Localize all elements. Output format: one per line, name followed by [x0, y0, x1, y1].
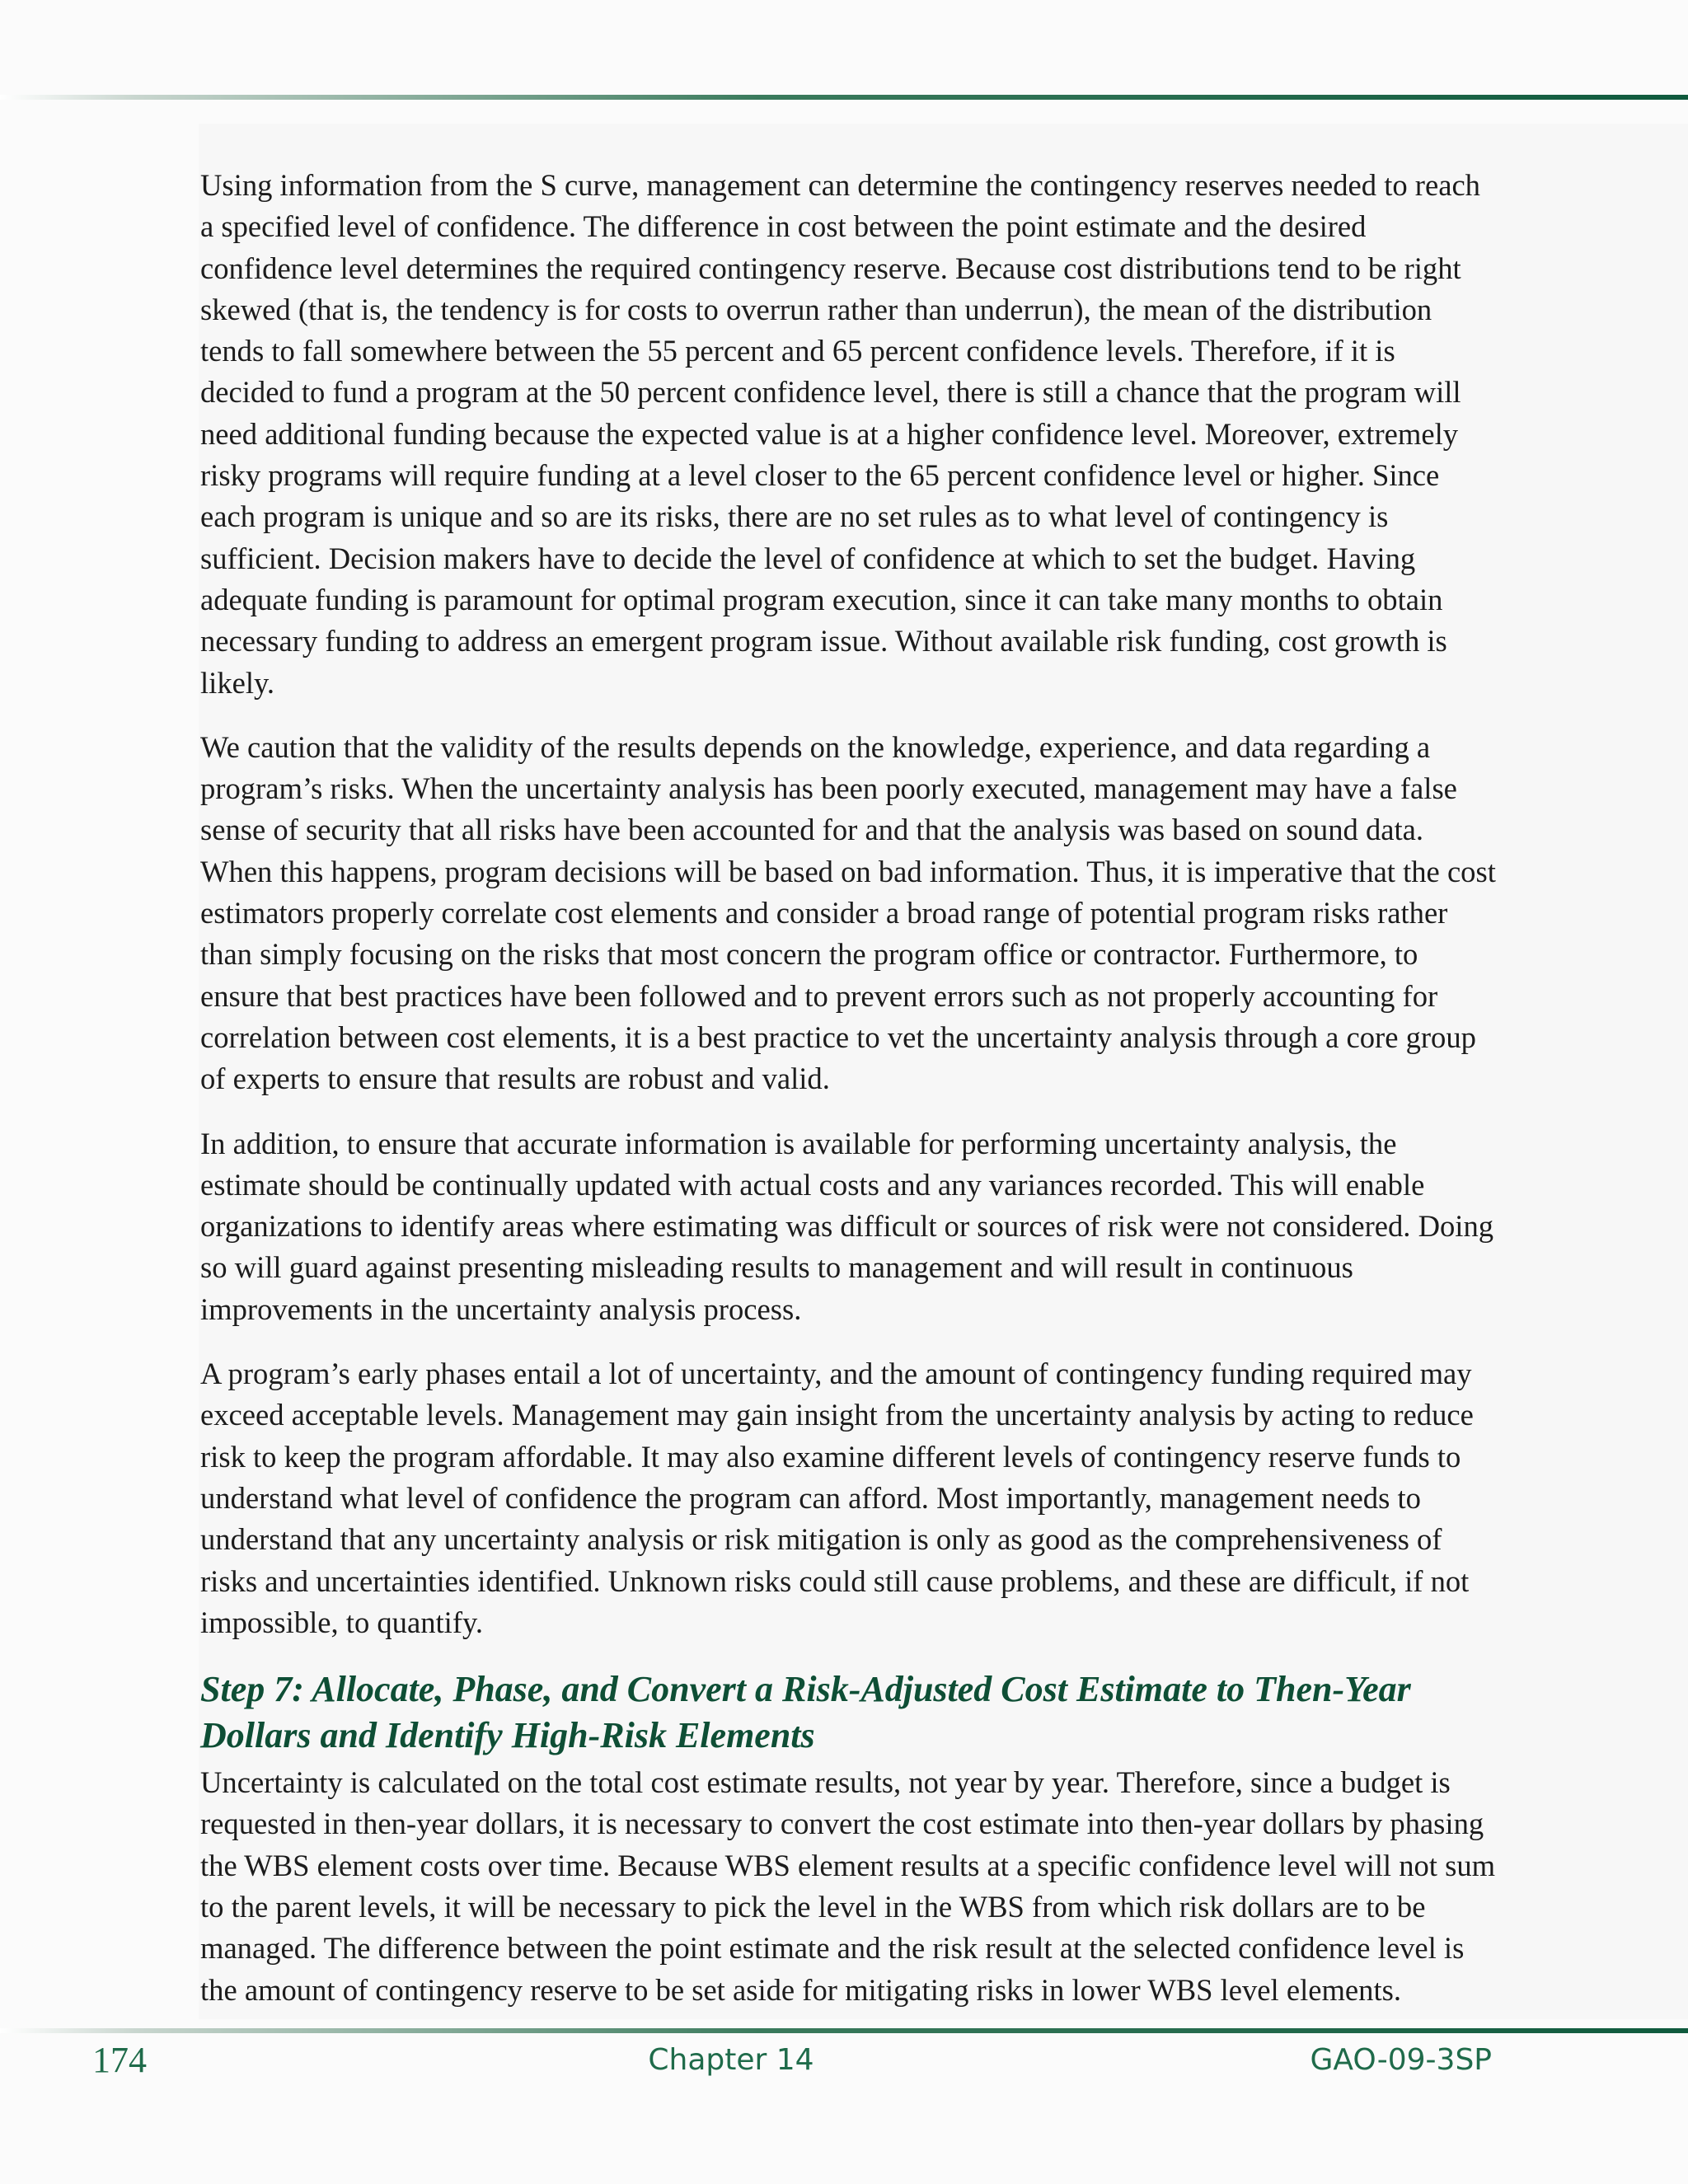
page-footer: [0, 2036, 1688, 2085]
header-rule: [0, 95, 1688, 100]
footer-rule: [0, 2028, 1688, 2033]
paragraph-s-curve: Using information from the S curve, management can determine the contingency reserves needed to reach a specified level of confidence. The difference in cost between the point estimate and the desired confidence level determines the required contingency reserve. Because cost distributions tend to be right skewed (that is, the tendency is for costs to overrun rather than underrun), the mean of the distribution tends to fall somewhere between the 55 percent and 65 percent confidence levels. Therefore, if it is decided to fund a program at the 50 percent confidence level, there is still a chance that the program will need additional funding because the expected value is at a higher confidence level. Moreover, extremely risky programs will require funding at a level closer to the 65 percent confidence level or higher. Since each program is unique and so are its risks, there are no set rules as to what level of contingency is sufficient. Decision makers have to decide the level of confidence at which to set the budget. Having adequate funding is paramount for optimal program execution, since it can take many months to obtain necessary funding to address an emergent program issue. Without available risk funding, cost growth is likely.: [200, 168, 1480, 700]
document-id: GAO-09-3SP: [1310, 2043, 1492, 2077]
paragraph-early-phases: A program’s early phases entail a lot of uncertainty, and the amount of contingency funding required may exceed acceptable levels. Management may gain insight from the uncertainty analysis by acting to reduce risk to keep the program affordable. It may also examine different levels of contingency reserve funds to understand what level of confidence the program can afford. Most importantly, management needs to understand that any uncertainty analysis or risk mitigation is only as good as the comprehensiveness of risks and uncertainties identified. Unknown risks could still cause problems, and these are difficult, if not impossible, to quantify.: [200, 1357, 1474, 1639]
page-body: [200, 165, 1496, 2034]
chapter-label: Chapter 14: [648, 2043, 814, 2077]
paragraph-continual-updates: In addition, to ensure that accurate information is available for performing uncertainty analysis, the estimate should be continually updated with actual costs and any variances recorded. This will enable organizations to identify areas where estimating was difficult or sources of risk were not considered. Doing so will guard against presenting misleading results to management and will result in continuous improvements in the uncertainty analysis process.: [200, 1126, 1494, 1326]
step-7-heading: Step 7: Allocate, Phase, and Convert a Risk-Adjusted Cost Estimate to Then-Year Dollars and Identify High-Risk Elements: [200, 1669, 1411, 1756]
paragraph-step-7: Uncertainty is calculated on the total cost estimate results, not year by year. Therefore, since a budget is requested in then-year dollars, it is necessary to convert the cost estimate into then-year dollars by phasing the WBS element costs over time. Because WBS element results at a specific confidence level will not sum to the parent levels, it will be necessary to pick the level in the WBS from which risk dollars are to be managed. The difference between the point estimate and the risk result at the selected confidence level is the amount of contingency reserve to be set aside for mitigating risks in lower WBS level elements.: [200, 1765, 1496, 2007]
page-number: 174: [92, 2040, 147, 2080]
paragraph-validity-caution: We caution that the validity of the results depends on the knowledge, experience, and data regarding a program’s risks. When the uncertainty analysis has been poorly executed, management may have a false sense of security that all risks have been accounted for and that the analysis was based on sound data. When this happens, program decisions will be based on bad information. Thus, it is imperative that the cost estimators properly correlate cost elements and consider a broad range of potential program risks rather than simply focusing on the risks that most concern the program office or contractor. Furthermore, to ensure that best practices have been followed and to prevent errors such as not properly accounting for correlation between cost elements, it is a best practice to vet the uncertainty analysis through a core group of experts to ensure that results are robust and valid.: [200, 729, 1496, 1096]
